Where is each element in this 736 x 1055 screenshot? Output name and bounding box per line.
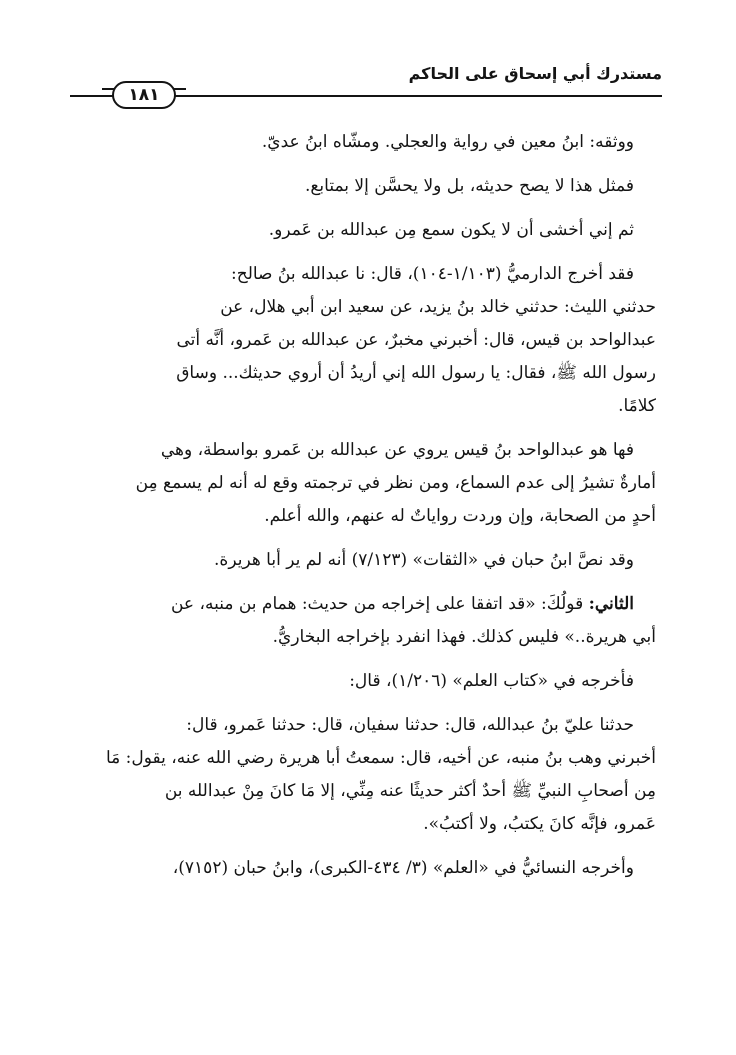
paragraph-gap bbox=[76, 247, 656, 258]
body-text bbox=[76, 126, 656, 885]
paragraph-gap bbox=[76, 533, 656, 544]
paragraph-gap bbox=[76, 577, 656, 588]
text-line: عبدالواحد بن قيس، قال: أخبرني مخبرٌ، عن عبدالله بن عَمرو، أنَّه أتى bbox=[176, 330, 656, 350]
text-line: أبي هريرة..» فليس كذلك. فهذا انفرد بإخراجه البخاريُّ. bbox=[272, 627, 656, 647]
text-line: فقد أخرج الدارميُّ (١/١٠٣-١٠٤)، قال: نا عبدالله بنُ صالح: bbox=[231, 264, 634, 284]
paragraph-gap bbox=[76, 423, 656, 434]
text-line: وقد نصَّ ابنُ حبان في «الثقات» (٧/١٢٣) أنه لم ير أبا هريرة. bbox=[214, 550, 634, 570]
text-fragment: قولُكَ: «قد اتفقا على إخراجه من حديث: همام بن منبه، عن bbox=[170, 594, 584, 614]
text-line: فها هو عبدالواحد بنُ قيس يروي عن عبدالله بن عَمرو بواسطة، وهي bbox=[160, 440, 634, 460]
text-line: أخبرني وهب بنُ منبه، عن أخيه، قال: سمعتُ أبا هريرة رضي الله عنه، يقول: مَا bbox=[105, 748, 656, 768]
text-line: ثم إني أخشى أن لا يكون سمع مِن عبدالله بن عَمرو. bbox=[268, 220, 634, 240]
paragraph-gap bbox=[76, 159, 656, 170]
text-line: أمارةٌ تشيرُ إلى عدم السماع، ومن نظر في ترجمته وقع له أنه لم يسمع مِن bbox=[135, 473, 656, 493]
paragraph-5 bbox=[76, 434, 656, 533]
page-number: ١٨١ bbox=[112, 81, 176, 109]
text-line: رسول الله ﷺ، فقال: يا رسول الله إني أريدُ أن أروي حديثك... وساق bbox=[176, 363, 656, 383]
paragraph-gap bbox=[76, 698, 656, 709]
section-label: الثاني: bbox=[588, 594, 634, 614]
paragraph-4 bbox=[76, 258, 656, 423]
paragraph-7 bbox=[76, 588, 656, 654]
paragraph-10 bbox=[76, 852, 656, 885]
paragraph-2 bbox=[76, 170, 656, 203]
text-line: كلامًا. bbox=[618, 396, 656, 416]
text-line: فمثل هذا لا يصح حديثه، بل ولا يحسَّن إلا بمتابع. bbox=[304, 176, 634, 196]
text-line: أحدٍ من الصحابة، وإن وردت رواياتٌ له عنهم، والله أعلم. bbox=[264, 506, 656, 526]
text-line: عَمرو، فإنَّه كانَ يكتبُ، ولا أكتبُ». bbox=[423, 814, 656, 834]
paragraph-gap bbox=[76, 203, 656, 214]
paragraph-1 bbox=[76, 126, 656, 159]
running-title: مستدرك أبي إسحاق على الحاكم bbox=[408, 64, 662, 83]
paragraph-gap bbox=[76, 841, 656, 852]
paragraph-6 bbox=[76, 544, 656, 577]
paragraph-9 bbox=[76, 709, 656, 841]
paragraph-3 bbox=[76, 214, 656, 247]
text-line: حدثني الليث: حدثني خالد بنُ يزيد، عن سعيد ابن أبي هلال، عن bbox=[220, 297, 656, 317]
text-line: وأخرجه النسائيُّ في «العلم» (٣/ ٤٣٤-الكبرى)، وابنُ حبان (٧١٥٢)، bbox=[172, 858, 634, 878]
text-line bbox=[76, 588, 656, 621]
text-line: ووثقه: ابنُ معين في رواية والعجلي. ومشّاه ابنُ عديّ. bbox=[261, 132, 634, 152]
text-line: فأخرجه في «كتاب العلم» (١/٢٠٦)، قال: bbox=[349, 671, 634, 691]
text-line: حدثنا عليّ بنُ عبدالله، قال: حدثنا سفيان، قال: حدثنا عَمرو، قال: bbox=[186, 715, 634, 735]
paragraph-8 bbox=[76, 665, 656, 698]
text-line: مِن أصحابِ النبيِّ ﷺ أحدٌ أكثر حديثًا عنه مِنِّي، إلا مَا كانَ مِنْ عبدالله بن bbox=[164, 781, 656, 801]
paragraph-gap bbox=[76, 654, 656, 665]
